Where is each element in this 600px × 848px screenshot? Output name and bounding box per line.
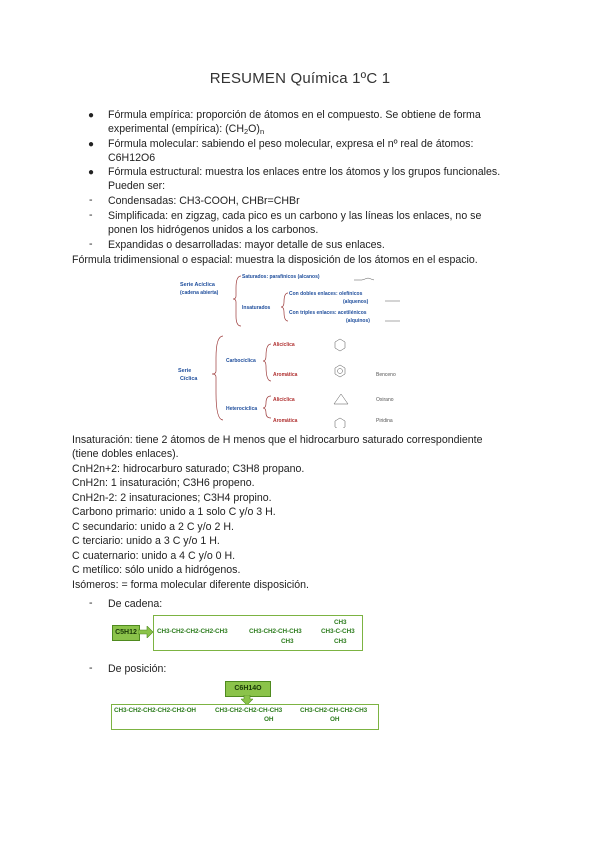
quaternary-carbon-line: C cuaternario: unido a 4 C y/o 0 H. [72, 550, 236, 562]
dash-marker: - [89, 662, 93, 674]
chain-isomer-heading: De cadena: [108, 598, 163, 610]
serie-aciclica-label: Serie Acíclica [180, 282, 215, 288]
saturados-label: Saturados: parafínicos (alcanos) [242, 274, 320, 280]
aliciclica-label: Alicíclica [273, 342, 295, 348]
dobles-label: Con dobles enlaces: olefínicos [289, 291, 363, 297]
tridimensional-line: Fórmula tridimensional o espacial: muestra la disposición de los átomos en el espacio. [72, 254, 478, 266]
empirical-formula-line2: experimental (empírica): $(CH_2O)_n$ [108, 123, 265, 136]
dash-marker: - [89, 209, 93, 221]
triples-label: Con triples enlaces: acetilénicos [289, 310, 367, 316]
two-insaturation-line: CnH2n-2: 2 insaturaciones; C3H4 propino. [72, 492, 272, 504]
secondary-carbon-line: C secundario: unido a 2 C y/o 2 H. [72, 521, 234, 533]
alquenos-label: (alquenos) [343, 299, 369, 305]
bullet-icon: ● [88, 167, 95, 178]
aliciclica-hetero-label: Alicíclica [273, 397, 295, 403]
methyl-carbon-line: C metílico: sólo unido a hidrógenos. [72, 564, 241, 576]
aromatica-hetero-label: Aromática [273, 418, 298, 424]
piridina-label: Piridina [376, 418, 393, 424]
carbociclica-label: Carbocíclica [226, 358, 256, 364]
empirical-formula-line1: Fórmula empírica: proporción de átomos en el compuesto. Se obtiene de forma [108, 109, 481, 121]
chain-isomer-3-top: CH3 [334, 619, 347, 626]
bullet-icon: ● [88, 110, 95, 121]
alquinos-label: (alquinos) [346, 318, 370, 324]
dash-marker: - [89, 238, 93, 250]
chain-isomer-3-branch: CH3 [334, 638, 347, 645]
position-isomer-heading: De posición: [108, 663, 167, 675]
expanded-line: Expandidas o desarrolladas: mayor detalle de sus enlaces. [108, 239, 385, 251]
one-insaturation-line: CnH2n: 1 insaturación; C3H6 propeno. [72, 477, 255, 489]
chain-isomer-1: CH3-CH2-CH2-CH2-CH3 [157, 628, 228, 635]
position-isomer-3: CH3-CH2-CH-CH2-CH3 [300, 707, 368, 714]
position-isomer-2: CH3-CH2-CH2-CH-CH3 [215, 707, 283, 714]
primary-carbon-line: Carbono primario: unido a 1 solo C y/o 3 H. [72, 506, 276, 518]
position-isomer-1: CH3-CH2-CH2-CH2-CH2-OH [114, 707, 196, 714]
molecular-formula-line1: Fórmula molecular: sabiendo el peso molecular, expresa el nº real de átomos: [108, 138, 474, 150]
tertiary-carbon-line: C terciario: unido a 3 C y/o 1 H. [72, 535, 220, 547]
simplified-line2: ponen los hidrógenos unidos a los carbonos. [108, 224, 319, 236]
dash-marker: - [89, 597, 93, 609]
benceno-label: Benceno [376, 372, 396, 378]
chain-formula-box: C5H12 [112, 625, 140, 641]
isomers-line: Isómeros: = forma molecular diferente disposición. [72, 579, 309, 591]
chain-isomer-3: CH3-C-CH3 [321, 628, 355, 635]
structural-formula-line2: Pueden ser: [108, 180, 166, 192]
insaturation-line2: (tiene dobles enlaces). [72, 448, 179, 460]
chain-isomer-2: CH3-CH2-CH-CH3 [249, 628, 302, 635]
saturated-formula-line: CnH2n+2: hidrocarburo saturado; C3H8 propano. [72, 463, 305, 475]
serie-ciclica-label: Serie [178, 368, 192, 374]
molecular-formula-line2: C6H12O6 [108, 152, 156, 164]
dash-marker: - [89, 194, 93, 206]
insaturation-line1: Insaturación: tiene 2 átomos de H menos que el hidrocarburo saturado correspondiente [72, 434, 483, 446]
chain-isomer-2-branch: CH3 [281, 638, 294, 645]
structural-formula-line1: Fórmula estructural: muestra los enlaces entre los átomos y los grupos funcionales. [108, 166, 501, 178]
arrow-right-icon [138, 626, 154, 638]
insaturados-label: Insaturados [242, 305, 271, 311]
position-formula-box: C6H14O [225, 681, 271, 697]
condensed-line: Condensadas: CH3-COOH, CHBr=CHBr [108, 195, 300, 207]
position-isomer-3-oh: OH [330, 716, 340, 723]
position-isomer-2-oh: OH [264, 716, 274, 723]
cadena-abierta-label: (cadena abierta) [180, 290, 219, 296]
bullet-icon: ● [88, 139, 95, 150]
simplified-line1: Simplificada: en zigzag, cada pico es un carbono y las líneas los enlaces, no se [108, 210, 482, 222]
page-title: RESUMEN Química 1ºC 1 [209, 70, 391, 87]
oxirano-label: Oxirano [376, 397, 394, 403]
heterociclica-label: Heterocíclica [226, 406, 258, 412]
hydrocarbon-classification-diagram [178, 268, 430, 428]
aromatica-label: Aromática [273, 372, 298, 378]
ciclica-label: Cíclica [180, 376, 198, 382]
